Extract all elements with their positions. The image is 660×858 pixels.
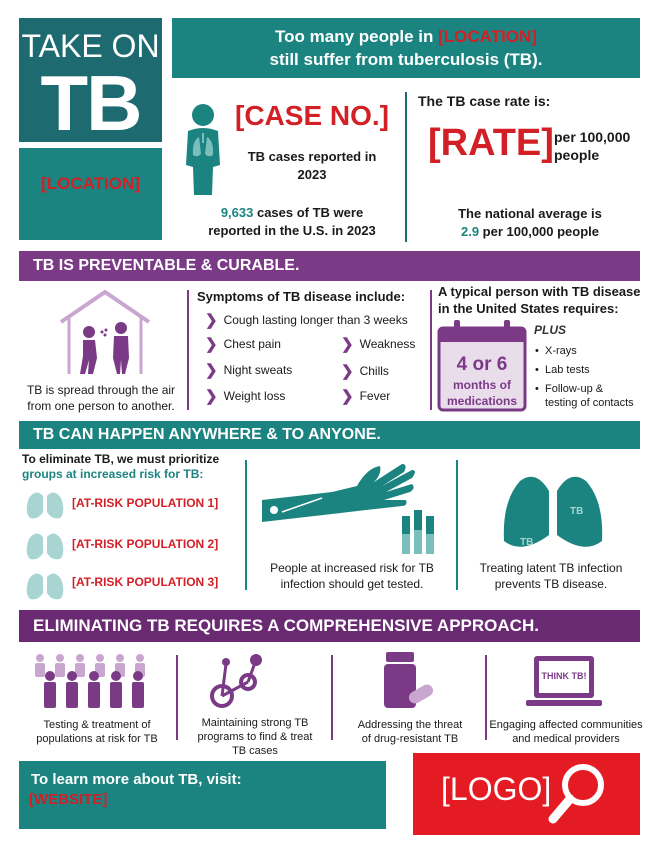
- us-cases-text: [182, 204, 402, 240]
- eliminate-text: [22, 452, 252, 482]
- chevron-right-icon: ❯: [205, 388, 218, 405]
- symptom-label: Fever: [359, 389, 391, 403]
- take-on-tb-block: [19, 18, 162, 147]
- lungs-icon: [24, 563, 66, 601]
- approach-drug-resistant-text: [340, 718, 480, 746]
- tb-big-text: TB: [40, 59, 141, 147]
- approach-drug-a: Addressing the threat: [357, 719, 463, 731]
- website-link[interactable]: [WEBSITE]: [29, 791, 108, 808]
- symptom-label: Weight loss: [223, 389, 286, 403]
- logo-text: [LOGO]: [441, 771, 552, 807]
- rate-label: The TB case rate is:: [418, 93, 551, 109]
- chevron-right-icon: ❯: [205, 336, 218, 353]
- headline-prefix: Too many people in: [275, 27, 439, 46]
- national-average-number: 2.9: [460, 224, 480, 239]
- stats-divider: [405, 92, 407, 242]
- person-lungs-icon: [182, 103, 224, 195]
- lung-tb-label-left: TB: [520, 537, 534, 548]
- network-icon: [208, 650, 268, 712]
- approach-engaging-text: [489, 718, 643, 746]
- rate-unit-a: per 100,000: [554, 129, 631, 145]
- section3-divider-2: [331, 655, 333, 740]
- symptoms-title: Symptoms of TB disease include:: [197, 289, 406, 304]
- symptom-cough: [205, 311, 408, 329]
- section3-divider-3: [485, 655, 487, 740]
- case-number: [CASE NO.]: [235, 100, 389, 131]
- approach-programs-a: Maintaining strong TB: [201, 717, 309, 729]
- section2-divider-2: [456, 460, 458, 590]
- learn-more-block: [19, 761, 386, 829]
- approach-testing-b: populations at risk for TB: [36, 733, 158, 745]
- chevron-right-icon: ❯: [341, 363, 354, 380]
- location-text: [LOCATION]: [41, 174, 140, 193]
- take-on-text: TAKE ON: [21, 28, 160, 64]
- magnifier-icon: [547, 761, 611, 829]
- logo-block: [413, 753, 640, 835]
- approach-programs-c: TB cases: [232, 745, 278, 757]
- headline-location: [LOCATION]: [438, 27, 537, 46]
- at-risk-population-1: [AT-RISK POPULATION 1]: [72, 496, 219, 510]
- large-lungs-icon: [498, 457, 608, 553]
- typical-person-text: A typical person with TB disease in the United States requires:: [438, 284, 641, 316]
- approach-engaging-a: Engaging affected communities: [489, 719, 643, 731]
- house-spread-icon: [55, 288, 155, 378]
- months-label: months of: [453, 378, 511, 392]
- spread-text-b: from one person to another.: [27, 399, 175, 413]
- approach-testing-a: Testing & treatment of: [43, 719, 151, 731]
- section-anywhere-title: TB CAN HAPPEN ANYWHERE & TO ANYONE.: [19, 421, 640, 449]
- spread-text-a: TB is spread through the air: [26, 383, 176, 397]
- lungs-icon: [24, 482, 66, 520]
- medications-label: medications: [446, 394, 518, 408]
- symptom-label: Weakness: [359, 337, 416, 351]
- section1-divider-2: [430, 290, 432, 410]
- at-risk-population-3: [AT-RISK POPULATION 3]: [72, 575, 219, 589]
- months-number: 4 or 6: [456, 354, 508, 375]
- chevron-right-icon: ❯: [341, 336, 354, 353]
- symptom-label: Cough lasting longer than 3 weeks: [223, 313, 408, 327]
- headline-line2: still suffer from tuberculosis (TB).: [269, 50, 543, 69]
- symptom-night-sweats: [205, 361, 292, 379]
- symptom-weight-loss: [205, 387, 285, 405]
- chevron-right-icon: ❯: [205, 312, 218, 329]
- headline-banner: [172, 18, 640, 78]
- symptom-label: Chills: [359, 364, 389, 378]
- approach-programs-b: programs to find & treat: [197, 731, 313, 743]
- pill-bottle-icon: [380, 650, 436, 712]
- section3-divider-1: [176, 655, 178, 740]
- latent-text-a: Treating latent TB infection: [479, 561, 623, 575]
- arm-test-icon: [262, 460, 442, 558]
- plus-label: PLUS: [534, 323, 567, 337]
- chevron-right-icon: ❯: [205, 362, 218, 379]
- eliminate-text-a: To eliminate TB, we must prioritize: [22, 452, 220, 466]
- requirement-xrays: • X-rays: [545, 344, 577, 358]
- tested-text: [252, 560, 452, 592]
- section2-divider-1: [245, 460, 247, 590]
- section1-divider-1: [187, 290, 189, 410]
- symptom-label: Chest pain: [223, 337, 281, 351]
- requirement-testing-contacts: testing of contacts: [545, 397, 634, 409]
- location-block: [19, 148, 162, 240]
- symptom-fever: [341, 387, 390, 405]
- approach-drug-b: of drug-resistant TB: [361, 733, 459, 745]
- approach-testing-text: [22, 718, 172, 746]
- symptom-chills: [341, 362, 389, 380]
- symptom-weakness: [341, 335, 415, 353]
- lung-tb-label-right: TB: [570, 506, 584, 517]
- latent-text-b: prevents TB disease.: [494, 577, 608, 591]
- approach-engaging-b: and medical providers: [512, 733, 620, 745]
- headline-line1: [172, 27, 640, 47]
- approach-programs-text: [184, 716, 326, 758]
- spread-text: [20, 382, 182, 414]
- national-average-a: The national average is: [458, 206, 602, 221]
- tested-text-b: infection should get tested.: [280, 577, 424, 591]
- lungs-icon: [24, 523, 66, 561]
- requirement-follow-up: • Follow-up &: [545, 382, 603, 396]
- chevron-right-icon: ❯: [341, 388, 354, 405]
- us-cases-number: 9,633: [220, 205, 254, 220]
- rate-unit-b: people: [554, 147, 600, 163]
- section-preventable-title: TB IS PREVENTABLE & CURABLE.: [19, 251, 640, 281]
- rate-value: [RATE]: [428, 122, 554, 164]
- laptop-icon: [526, 654, 602, 710]
- rate-unit: [554, 128, 630, 164]
- us-cases-text-b: reported in the U.S. in 2023: [208, 223, 376, 238]
- tested-text-a: People at increased risk for TB: [270, 561, 434, 575]
- section-approach-title: ELIMINATING TB REQUIRES A COMPREHENSIVE APPROACH.: [19, 610, 640, 642]
- population-icon: [32, 652, 160, 710]
- symptom-label: Night sweats: [223, 363, 293, 377]
- latent-text: [462, 560, 640, 592]
- us-cases-text-a: cases of TB were: [253, 205, 364, 220]
- learn-more-text: To learn more about TB, visit:: [31, 771, 242, 788]
- symptom-chest-pain: [205, 335, 281, 353]
- eliminate-text-b: groups at increased risk for TB:: [22, 467, 204, 481]
- think-tb-text: THINK TB!: [541, 671, 587, 681]
- cases-reported-text: TB cases reported in 2023: [247, 149, 377, 182]
- requirement-lab-tests: • Lab tests: [545, 363, 590, 377]
- at-risk-population-2: [AT-RISK POPULATION 2]: [72, 537, 219, 551]
- national-average: [420, 205, 640, 241]
- national-average-b: per 100,000 people: [479, 224, 600, 239]
